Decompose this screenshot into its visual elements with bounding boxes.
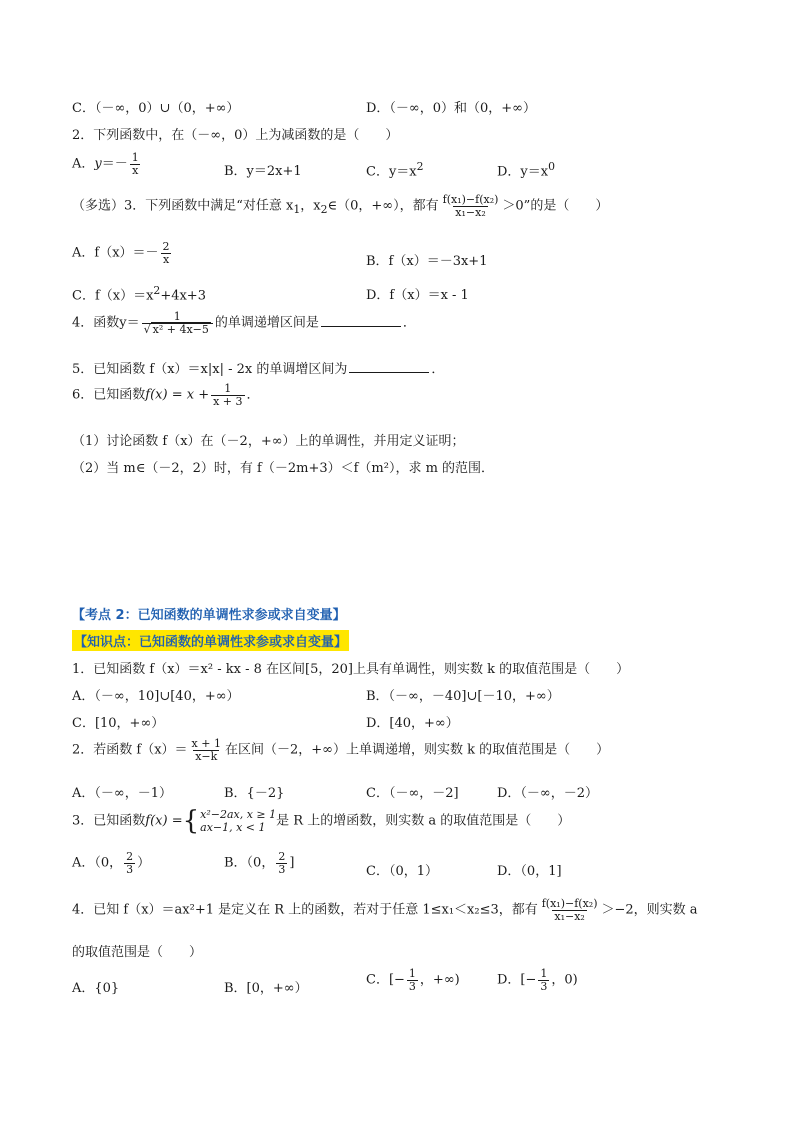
- p2-option-d: D．（－∞，－2）: [497, 786, 599, 801]
- p1-stem: 1．已知函数 f（x）＝x² - kx - 8 在区间[5，20]上具有单调性，则实数 k 的取值范围是（ ）: [72, 662, 630, 677]
- p2-option-c: C．（－∞，－2]: [366, 786, 459, 801]
- q6-part-1: （1）讨论函数 f（x）在（－2，+∞）上的单调性，并用定义证明；: [72, 434, 465, 449]
- q2-option-a: A．y＝－ $\frac{1}{x}$: [72, 151, 139, 177]
- p1-option-d: D．[40，+∞）: [366, 716, 459, 731]
- q3-option-a: A．f（x）＝－ $\frac{2}{x}$: [72, 240, 170, 266]
- p4-stem-line2: 的取值范围是（ ）: [72, 945, 203, 960]
- q6-part-2: （2）当 m∈（－2，2）时，有 f（－2m+3）＜f（m²），求 m 的范围．: [72, 461, 495, 476]
- p3-stem: 3．已知函数f(x) = { x²−2ax, x ≥ 1 ax−1, x < 1 是 R 上的增函数，则实数 a 的取值范围是（ ）: [72, 806, 571, 837]
- p2-stem: 2．若函数 f（x）＝ $\frac{x + 1}{x-k}$ 在区间（－2，+∞）上单调递增，则实数 k 的取值范围是（ ）: [72, 737, 610, 763]
- q3-option-d: D．f（x）＝x - 1: [366, 288, 469, 303]
- q3-option-c: C．$f(x)=x^2+4x+3$: [72, 284, 206, 304]
- p1-option-b: B．（－∞，－40]∪[－10，+∞）: [366, 689, 560, 704]
- p2-option-a: A．（－∞，－1）: [72, 786, 172, 801]
- q6-stem: 6．已知函数f(x) = x + $\frac{1}{x + 3}$ ．: [72, 382, 260, 408]
- q5-stem: 5．已知函数 f（x）＝x|x| - 2x 的单调增区间为 ．: [72, 362, 445, 377]
- p4-option-d: D．[− $\frac{1}{3}$ ，0): [497, 967, 578, 993]
- q2-stem: 2．下列函数中，在（－∞，0）上为减函数的是（ ）: [72, 128, 399, 143]
- answer-blank[interactable]: [321, 314, 401, 327]
- q3-stem: （多选）3．下列函数中满足“对任意 $x_1$，$x_2\in(0$，+∞），都有 $\frac{\text{f(x₁)−f(x₂)}}{\text{x₁−x₂}}$ ＞0”的是（ ）: [72, 193, 609, 219]
- knowledge-point-highlight: 【知识点：已知函数的单调性求参或求自变量】: [72, 630, 349, 651]
- q1-option-c: C．（－∞，0）∪（0，+∞）: [72, 101, 240, 116]
- p4-stem: 4．已知 f（x）＝ax²+1 是定义在 R 上的函数，若对于任意 1≤x₁＜x₂≤3，都有 $\frac{\text{f(x₁)−f(x₂)}}{\text{x₁−x₂}}$ ＞−2，则实数 a: [72, 897, 698, 923]
- p4-option-c: C．[− $\frac{1}{3}$ ，+∞): [366, 967, 460, 993]
- p1-option-c: C．[10，+∞）: [72, 716, 165, 731]
- p3-option-a: A．（0， $\frac{2}{3}$ ）: [72, 850, 151, 876]
- section-header: 【考点 2：已知函数的单调性求参或求自变量】: [72, 608, 346, 623]
- answer-blank[interactable]: [349, 360, 429, 373]
- q1-option-d: D．（－∞，0）和（0，+∞）: [366, 101, 537, 116]
- q2-option-c: C．$y=x^2$: [366, 160, 424, 180]
- q2-option-d: D．$y=x^0$: [497, 160, 555, 180]
- p4-option-a: A．{0}: [72, 981, 120, 996]
- q4-stem: 4．函数y＝ $\frac{1}{\text{√ x² + 4x−5}}$ 的单调递增区间是 ．: [72, 310, 416, 336]
- p3-option-b: B．（0， $\frac{2}{3}$ ]: [224, 850, 295, 876]
- p1-option-a: A．（－∞，10]∪[40，+∞）: [72, 689, 240, 704]
- p3-option-c: C．（0，1）: [366, 864, 438, 879]
- p4-option-b: B．[0，+∞）: [224, 981, 308, 996]
- q3-option-b: B．f（x）＝－3x+1: [366, 254, 488, 269]
- p2-option-b: B．{－2}: [224, 786, 285, 801]
- q2-option-b: B．y＝2x+1: [224, 164, 302, 179]
- p3-option-d: D．（0，1]: [497, 864, 562, 879]
